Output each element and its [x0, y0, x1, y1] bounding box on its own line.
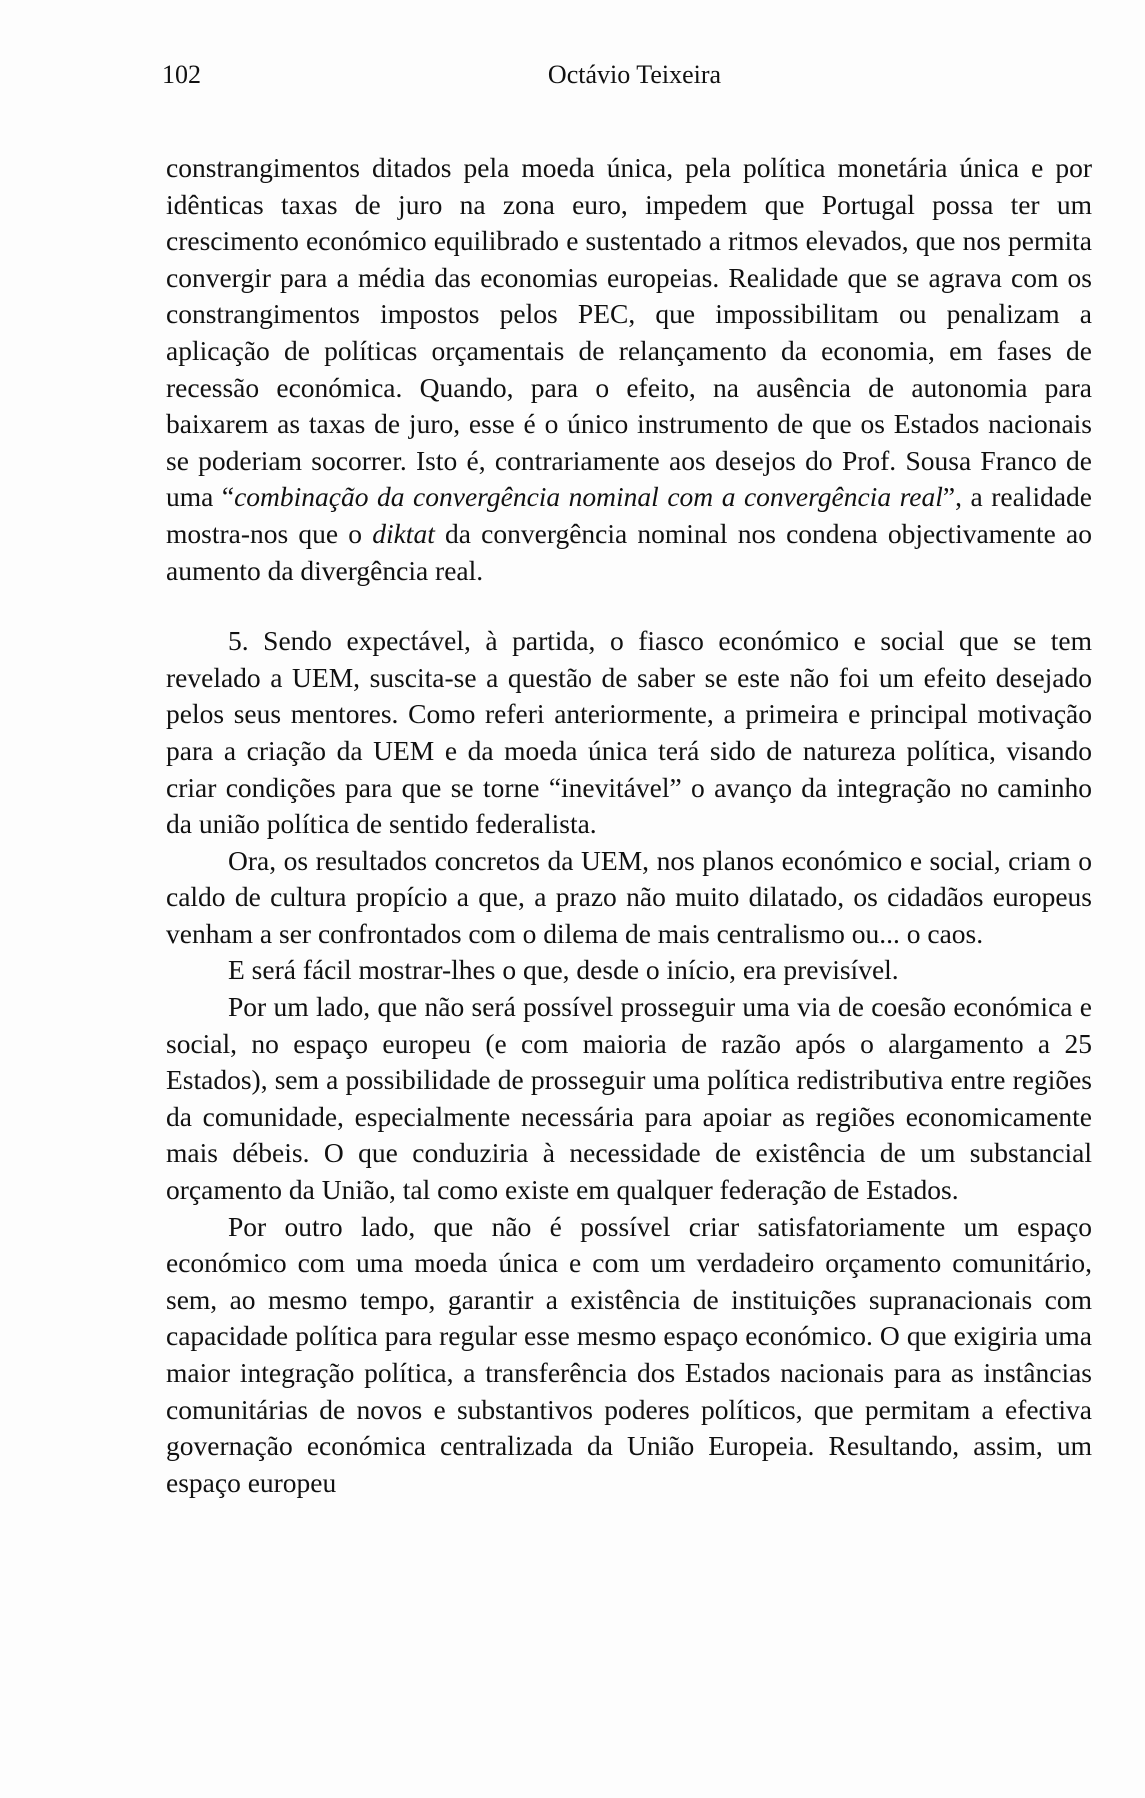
paragraph-3: Ora, os resultados concretos da UEM, nos planos económico e social, criam o caldo de cultura propício a que, a prazo não muito dilatado, os cidadãos europeus venham a ser confrontados com o dilema de mais centralismo ou... o caos.: [166, 844, 1092, 949]
paragraph-1-text-end: da convergência nominal nos condena objectivamente ao aumento da divergência real.: [166, 517, 1092, 586]
paragraph-1-text-middle: ”, a realidade mostra-nos que o: [166, 481, 1092, 549]
paragraph-6: Por outro lado, que não é possível criar satisfatoriamente um espaço económico com uma moeda única e com um verdadeiro orçamento comunitário, sem, ao mesmo tempo, garantir a existência de instituições supranacionais com capacidade política para regular esse mesmo espaço económico. O que exigiria uma maior integração política, a transferência dos Estados nacionais para as instâncias comunitárias de novos e substantivos poderes políticos, que permitam a efectiva governação económica centralizada da União Europeia. Resultando, assim, um espaço europeu: [166, 1210, 1092, 1498]
body-text: [166, 150, 1092, 1501]
paragraph-4: E será fácil mostrar-lhes o que, desde o início, era previsível.: [228, 954, 899, 986]
running-head-author: Octávio Teixeira: [547, 60, 722, 89]
italic-quote: combinação da convergência nominal com a convergência real: [234, 481, 943, 513]
italic-term-diktat: diktat: [372, 517, 435, 549]
paragraph-1-text-start: constrangimentos ditados pela moeda única, pela política monetária única e por idênticas taxas de juro na zona euro, impedem que Portugal possa ter um crescimento económico equilibrado e sustentado a ritmos elevados, que nos permita convergir para a média das economias europeias. Realidade que se agrava com os constrangimentos impostos pelos PEC, que impossibilitam ou penalizam a aplicação de políticas orçamentais de relançamento da economia, em fases de recessão económica. Quando, para o efeito, na ausência de autonomia para baixarem as taxas de juro, esse é o único instrumento de que os Estados nacionais se poderiam socorrer. Isto é, contrariamente aos desejos do Prof. Sousa Franco de uma “: [166, 152, 1092, 513]
page-number: 102: [162, 60, 201, 89]
page-header: [162, 60, 1107, 94]
paragraph-5: Por um lado, que não será possível prosseguir uma via de coesão económica e social, no espaço europeu (e com maioria de razão após o alargamento a 25 Estados), sem a possibilidade de prosseguir uma política redistributiva entre regiões da comunidade, especialmente necessária para apoiar as regiões economicamente mais débeis. O que conduziria à necessidade de existência de um substancial orçamento da União, tal como existe em qualquer federação de Estados.: [166, 991, 1092, 1206]
paragraph-2-section-5: 5. Sendo expectável, à partida, o fiasco económico e social que se tem revelado a UEM, suscita-se a questão de saber se este não foi um efeito desejado pelos seus mentores. Como referi anteriormente, a primeira e principal motivação para a criação da UEM e da moeda única terá sido de natureza política, visando criar condições para que se torne “inevitável” o avanço da integração no caminho da união política de sentido federalista.: [166, 625, 1092, 840]
paragraph-1: [166, 150, 1092, 589]
